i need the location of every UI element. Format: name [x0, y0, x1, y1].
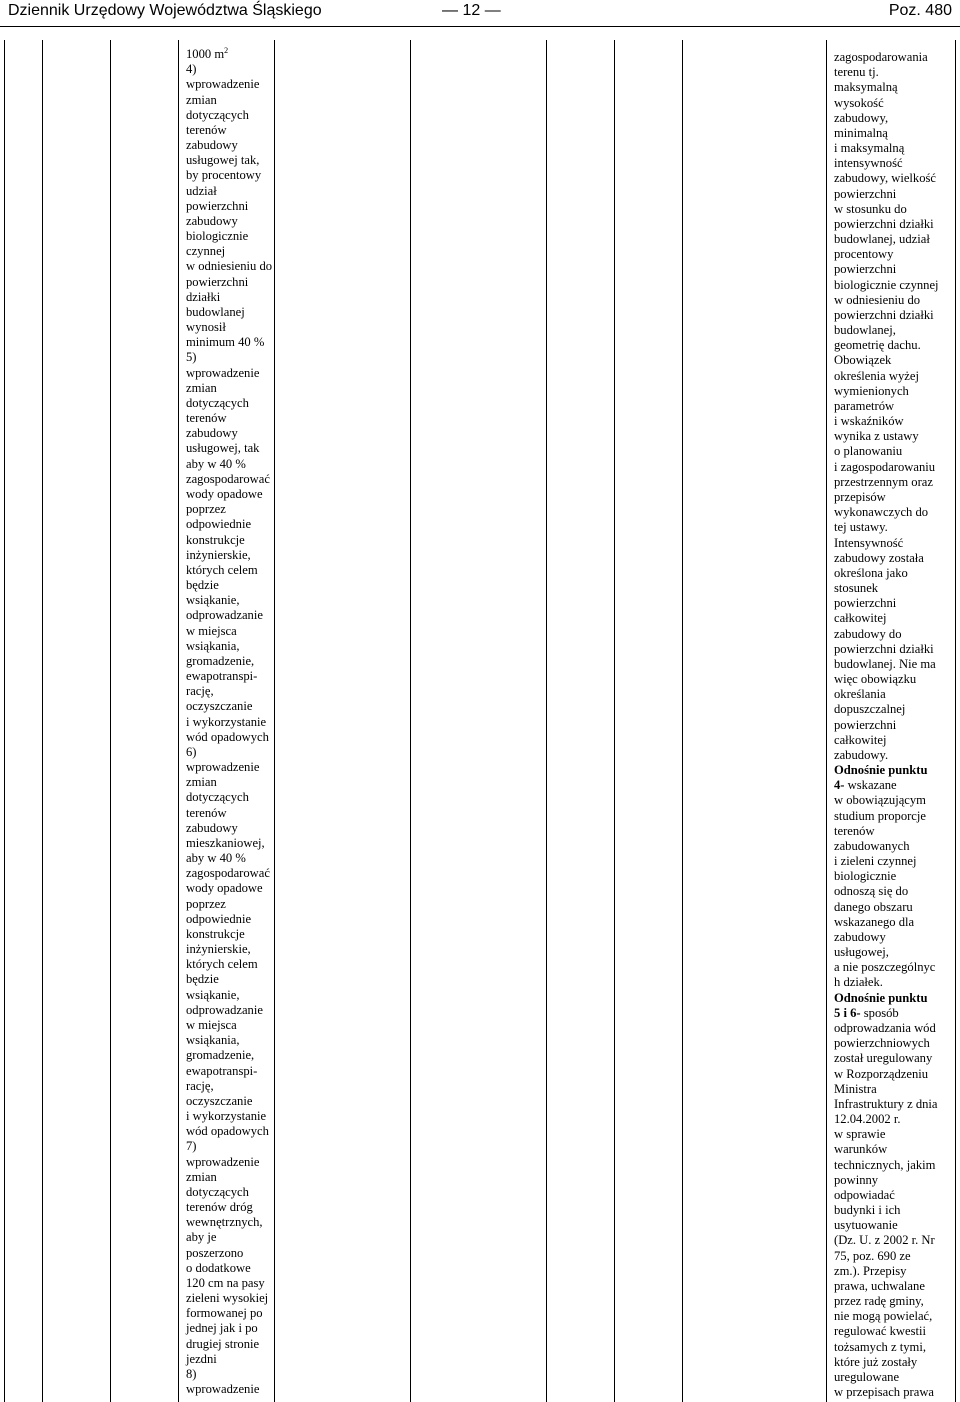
cell-justification-text	[834, 50, 939, 1400]
page-number: — 12 —	[442, 2, 501, 19]
text-line: 75, poz. 690 ze	[834, 1248, 911, 1263]
column-border	[826, 40, 827, 1402]
text-line: poszerzono	[186, 1245, 244, 1260]
text-line: terenów	[834, 823, 875, 838]
bold-text: 5 i 6-	[834, 1005, 861, 1020]
text-line: terenów	[186, 805, 227, 820]
text-line: minimalną	[834, 125, 888, 140]
text-line: dopuszczalnej	[834, 702, 906, 717]
text-line: konstrukcje	[186, 926, 245, 941]
position-number: Poz. 480	[888, 2, 952, 19]
text-line: odpowiednie	[186, 517, 252, 532]
text-line: w odniesieniu do	[834, 292, 921, 307]
text-line: wymienionych	[834, 383, 909, 398]
column-border	[110, 40, 111, 1402]
text-line: by procentowy	[186, 168, 262, 183]
text-line: tożsamych z tymi,	[834, 1339, 926, 1354]
text-line: powierzchni	[834, 596, 897, 611]
text-line: procentowy	[834, 247, 894, 262]
text-line: i zieleni czynnej	[834, 854, 917, 869]
text-line: zieleni wysokiej	[186, 1291, 269, 1306]
text-line: zabudowy została	[834, 550, 924, 565]
text-line: Ministra	[834, 1081, 877, 1096]
text-line: które już zostały	[834, 1354, 918, 1369]
text-line: 120 cm na pasy	[186, 1275, 265, 1290]
column-border	[178, 40, 179, 1402]
page-header	[0, 0, 960, 34]
text-line: maksymalną	[834, 80, 898, 95]
text-line: przepisów	[834, 489, 886, 504]
cell-proposal-text	[186, 47, 272, 1397]
column-border	[546, 40, 547, 1402]
text-line: i maksymalną	[834, 141, 905, 156]
text-line: wykonawczych do	[834, 505, 929, 520]
text-line: geometrię dachu.	[834, 338, 921, 353]
text-line: dotyczących	[186, 107, 249, 122]
text-line: budynki i ich	[834, 1203, 901, 1218]
text-line: których celem	[186, 562, 258, 577]
text-line: zabudowanych	[834, 838, 910, 853]
text-line: biologicznie	[186, 229, 249, 244]
text-line: wprowadzenie	[186, 1382, 260, 1397]
text-line: i zagospodarowaniu	[834, 459, 936, 474]
text-line: w przepisach prawa	[834, 1385, 934, 1400]
text-line: wód opadowych	[186, 1124, 269, 1139]
text-line: wynika z ustawy	[834, 429, 919, 444]
superscript: 2	[224, 45, 229, 55]
text-line: terenów	[186, 122, 227, 137]
text-line: a nie poszczególnyc	[834, 960, 936, 975]
journal-title: Dziennik Urzędowy Województwa Śląskiego	[8, 2, 322, 19]
text-line: prawa, uchwalane	[834, 1278, 925, 1293]
text-line: zabudowy, wielkość	[834, 171, 937, 186]
text-line: całkowitej	[834, 732, 887, 747]
text-line: nie mogą powielać,	[834, 1309, 933, 1324]
text-line: zabudowy.	[834, 747, 889, 762]
text-line: Odnośnie punktu	[834, 990, 928, 1005]
text-line: zabudowy	[186, 138, 238, 153]
text-line: o planowaniu	[834, 444, 903, 459]
text-line: dotyczących	[186, 1184, 249, 1199]
text-line: odprowadzania wód	[834, 1021, 936, 1035]
text-line: terenów dróg	[186, 1200, 253, 1215]
text-line: odnoszą się do	[834, 884, 909, 899]
text-line: intensywność	[834, 156, 903, 171]
text-line: budowlanej	[186, 304, 245, 319]
text-line: biologicznie	[834, 869, 897, 884]
text-line: zmian	[186, 380, 217, 395]
bold-text: 4-	[834, 778, 845, 793]
text-line: terenów	[186, 411, 227, 426]
text-line: aby w 40 %	[186, 456, 246, 471]
text-line: konstrukcje	[186, 532, 245, 547]
text-line: budowlanej, udział	[834, 232, 930, 247]
text-line: wody opadowe	[186, 486, 263, 501]
text-line: zagospodarować	[186, 866, 270, 881]
text-line: budowlanej. Nie ma	[834, 656, 936, 671]
text-line: wody opadowe	[186, 881, 263, 896]
text-line: stosunek	[834, 581, 879, 596]
text-line: zabudowy	[186, 213, 238, 228]
text-line: studium proporcje	[834, 808, 926, 823]
text-line: określona jako	[834, 565, 908, 580]
text-line: i wykorzystanie	[186, 714, 267, 729]
text-line: inżynierskie,	[186, 942, 251, 957]
text-line: formowanej po	[186, 1306, 263, 1321]
text-line: przestrzennym oraz	[834, 474, 933, 489]
text-line: odprowadzanie	[186, 1002, 263, 1017]
text-line: wprowadzenie	[186, 77, 260, 92]
text-line: 7)	[186, 1139, 197, 1154]
text-line: zabudowy	[834, 929, 886, 944]
text-line: parametrów	[834, 398, 895, 413]
text-line: więc obowiązku	[834, 672, 917, 687]
text-line: został uregulowany	[834, 1051, 933, 1066]
column-border	[274, 40, 275, 1402]
text-line: ewapotranspi-	[186, 669, 258, 684]
text-line: zmian	[186, 775, 217, 790]
text-line: 8)	[186, 1366, 197, 1381]
text-line: wsiąkanie,	[186, 987, 240, 1002]
text-line: inżynierskie,	[186, 547, 251, 562]
text-line: zabudowy,	[834, 110, 889, 125]
text-line: Infrastruktury z dnia	[834, 1096, 938, 1111]
text-line: poprzez	[186, 896, 226, 911]
text-line: działki	[186, 289, 221, 304]
text-line: jednej jak i po	[186, 1321, 258, 1336]
text-line: powierzchni	[834, 262, 897, 277]
text-line: terenu tj.	[834, 65, 879, 80]
text-line: usytuowanie	[834, 1218, 898, 1233]
text-line: 5)	[186, 350, 197, 365]
text-line: powierzchni działki	[834, 307, 934, 322]
text-line: powierzchni	[186, 274, 249, 289]
text-line: wód opadowych	[186, 729, 269, 744]
text-line: w Rozporządzeniu	[834, 1066, 929, 1081]
text-line: tej ustawy.	[834, 520, 888, 535]
text-line: wewnętrznych,	[186, 1215, 263, 1230]
text-line: oczyszczanie	[186, 699, 253, 714]
text-line: zabudowy	[186, 820, 238, 835]
text-line: zagospodarować	[186, 471, 270, 486]
text-line: w obowiązującym	[834, 793, 926, 808]
text-line: powinny	[834, 1172, 879, 1187]
text-line: rację,	[186, 1078, 214, 1093]
text-line: w stosunku do	[834, 201, 907, 216]
text-line: o dodatkowe	[186, 1260, 251, 1275]
text-line: 6)	[186, 744, 197, 759]
text-line: wysokość	[834, 95, 884, 110]
text-line: aby je	[186, 1230, 217, 1245]
text-line: h działek.	[834, 975, 883, 990]
text-line: 1000 $m^2$	[186, 45, 229, 61]
text-line: zabudowy	[186, 426, 238, 441]
text-line: budowlanej,	[834, 323, 896, 338]
text-line: poprzez	[186, 502, 226, 517]
text-line: Intensywność	[834, 535, 904, 550]
column-border	[42, 40, 43, 1402]
text-line: biologicznie czynnej	[834, 277, 939, 292]
text-line: drugiej stronie	[186, 1336, 260, 1351]
text-line: wprowadzenie	[186, 760, 260, 775]
text-line: ewapotranspi-	[186, 1063, 258, 1078]
text-line: wsiąkanie,	[186, 593, 240, 608]
text-line: w odniesieniu do	[186, 259, 273, 274]
text-line: których celem	[186, 957, 258, 972]
text-line: gromadzenie,	[186, 653, 255, 668]
text-line: dotyczących	[186, 790, 249, 805]
text-line: wsiąkania,	[186, 638, 240, 653]
text-line: w sprawie	[834, 1127, 886, 1142]
text-line: 12.04.2002 r.	[834, 1112, 901, 1127]
text-line: powierzchni działki	[834, 641, 934, 656]
text-line: mieszkaniowej,	[186, 835, 265, 850]
text-line: usługowej,	[834, 945, 889, 960]
column-border	[410, 40, 411, 1402]
text-line: w miejsca	[186, 623, 237, 638]
text-line: wsiąkania,	[186, 1033, 240, 1048]
text-line: wprowadzenie	[186, 1154, 260, 1169]
text-line: całkowitej	[834, 611, 887, 626]
text-line: technicznych, jakim	[834, 1157, 936, 1172]
text-line: zabudowy do	[834, 626, 902, 641]
text-line: odprowadzanie	[186, 608, 263, 623]
text-line: usługowej tak,	[186, 153, 260, 168]
text-line: w miejsca	[186, 1018, 237, 1032]
text-line: będzie	[186, 578, 219, 593]
text-line: przez radę gminy,	[834, 1294, 924, 1309]
text-line: uregulowane	[834, 1369, 900, 1384]
text-line: powierzchni	[834, 186, 897, 201]
column-border	[682, 40, 683, 1402]
text-line: wynosił	[186, 320, 226, 335]
text-line: zmian	[186, 92, 217, 107]
text-line: określenia wyżej	[834, 368, 919, 383]
text-line: aby w 40 %	[186, 851, 246, 866]
text-line: danego obszaru	[834, 899, 913, 914]
text-line: oczyszczanie	[186, 1093, 253, 1108]
text-line: będzie	[186, 972, 219, 987]
text-line: Obowiązek	[834, 353, 892, 368]
text-line: wprowadzenie	[186, 365, 260, 380]
text-line: gromadzenie,	[186, 1048, 255, 1063]
text-line: odpowiadać	[834, 1187, 895, 1202]
text-line: 4- wskazane	[834, 778, 897, 793]
text-line: odpowiednie	[186, 911, 252, 926]
column-border	[614, 40, 615, 1402]
text-line: dotyczących	[186, 395, 249, 410]
text-line: warunków	[834, 1142, 888, 1157]
text-line: regulować kwestii	[834, 1324, 926, 1339]
table-grid	[0, 40, 960, 1402]
text-line: powierzchni działki	[834, 216, 934, 231]
text-line: powierzchni	[834, 717, 897, 732]
text-line: powierzchni	[186, 198, 249, 213]
text-line: określania	[834, 687, 886, 702]
text-line: (Dz. U. z 2002 r. Nr	[834, 1233, 935, 1248]
text-line: zmian	[186, 1169, 217, 1184]
text-line: i wskaźników	[834, 414, 904, 429]
text-line: minimum 40 %	[186, 335, 265, 350]
text-line: rację,	[186, 684, 214, 699]
text-line: zagospodarowania	[834, 50, 928, 64]
text-line: wskazanego dla	[834, 914, 915, 929]
text-line: jezdni	[186, 1351, 217, 1366]
column-border	[955, 40, 956, 1402]
text-line: udział	[186, 183, 217, 198]
text-line: usługowej, tak	[186, 441, 260, 456]
column-border	[4, 40, 5, 1402]
text-line: i wykorzystanie	[186, 1109, 267, 1124]
header-rule	[0, 26, 960, 27]
text-line: Odnośnie punktu	[834, 763, 928, 778]
text-line: zm.). Przepisy	[834, 1263, 907, 1278]
text-line: 5 i 6- sposób	[834, 1005, 899, 1020]
text-line: czynnej	[186, 244, 226, 259]
text-line: 4)	[186, 62, 197, 77]
text-line: powierzchniowych	[834, 1036, 930, 1051]
